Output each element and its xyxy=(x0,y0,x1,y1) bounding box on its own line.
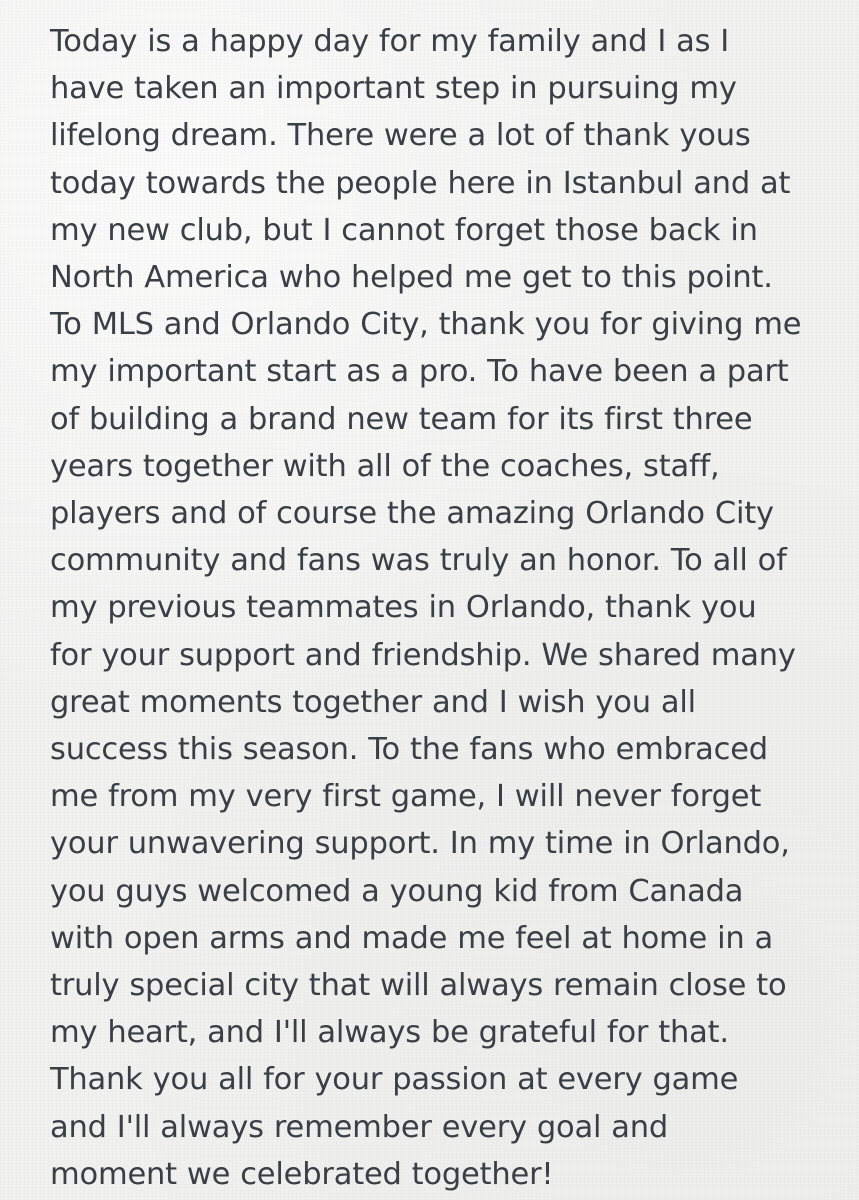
note-body-text: Today is a happy day for my family and I as I have taken an important step in pursuing my lifelong dream. There were a lot of thank yous today towards the people here in Istanbul and at my new club, but I cannot forget those back in North America who helped me get to this point. To MLS and Orlando City, thank you for giving me my important start as a pro. To have been a part of building a brand new team for its first three years together with all of the coaches, staff, players and of course the amazing Orlando City community and fans was truly an honor. To all of my previous teammates in Orlando, thank you for your support and friendship. We shared many great moments together and I wish you all success this season. To the fans who embraced me from my very first game, I will never forget your unwavering support. In my time in Orlando, you guys welcomed a young kid from Canada with open arms and made me feel at home in a truly special city that will always remain close to my heart, and I'll always be grateful for that. Thank you all for your passion at every game and I'll always remember every goal and moment we celebrated together! xyxy=(50,24,812,1192)
